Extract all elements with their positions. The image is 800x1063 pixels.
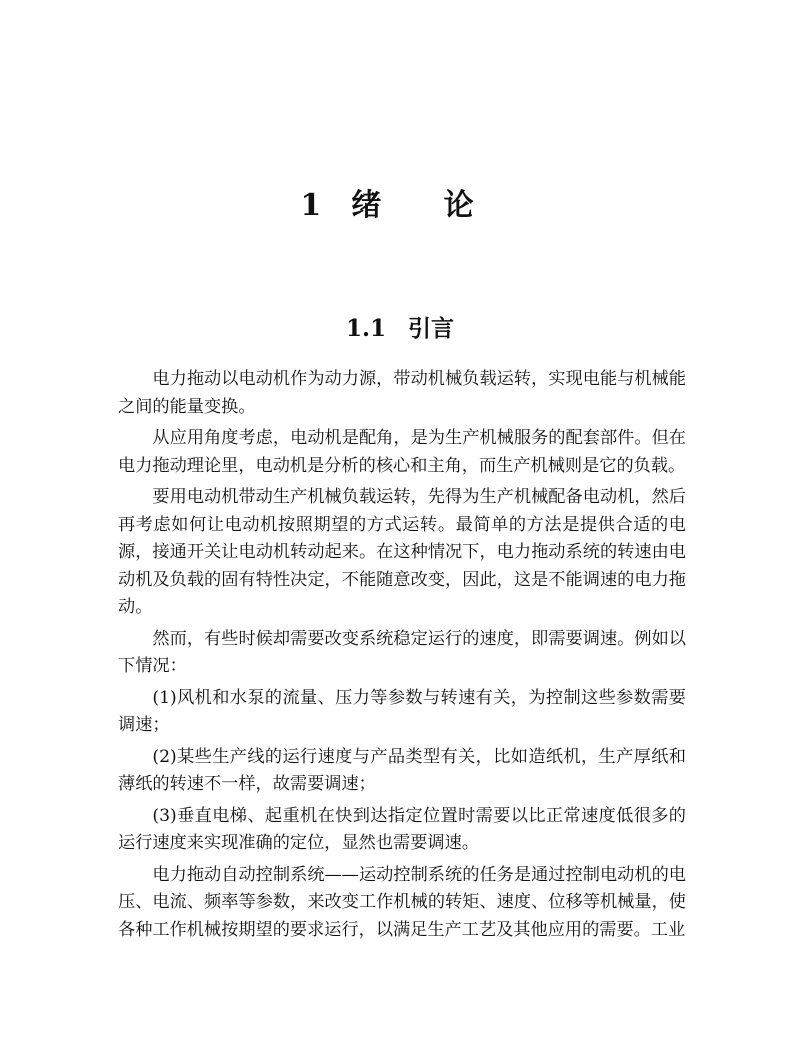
body-text [118,366,686,948]
list-item: (1)风机和水泵的流量、压力等参数与转速有关，为控制这些参数需要调速； [118,687,686,736]
list-item: (3)垂直电梯、起重机在快到达指定位置时需要以比正常速度低很多的运行速度来实现准确的定位，显然也需要调速。 [118,805,686,854]
chapter-heading [0,184,800,228]
paragraph: 电力拖动自动控制系统——运动控制系统的任务是通过控制电动机的电压、电流、频率等参数，来改变工作机械的转矩、速度、位移等机械量，使各种工作机械按期望的要求运行，以满足生产工艺及其他应用的需要。工业 [118,864,686,940]
chapter-number: 1 [300,188,322,223]
paragraph: 从应用角度考虑，电动机是配角，是为生产机械服务的配套部件。但在电力拖动理论里，电动机是分析的核心和主角，而生产机械则是它的负载。 [118,427,686,476]
list-item: (2)某些生产线的运行速度与产品类型有关，比如造纸机，生产厚纸和薄纸的转速不一样，故需要调速； [118,746,686,795]
section-number: 1.1 [345,315,386,342]
paragraph: 电力拖动以电动机作为动力源，带动机械负载运转，实现电能与机械能之间的能量变换。 [118,369,686,417]
section-heading [0,312,800,346]
section-title: 引言 [408,315,454,342]
paragraph: 然而，有些时候却需要改变系统稳定运行的速度，即需要调速。例如以下情况： [118,628,686,677]
paragraph: 要用电动机带动生产机械负载运转，先得为生产机械配备电动机，然后再考虑如何让电动机按照期望的方式运转。最简单的方法是提供合适的电源，接通开关让电动机转动起来。在这种情况下，电力拖动系统的转速由电动机及负载的固有特性决定，不能随意改变，因此，这是不能调速的电力拖动。 [118,486,686,618]
chapter-title: 绪 论 [351,188,500,223]
